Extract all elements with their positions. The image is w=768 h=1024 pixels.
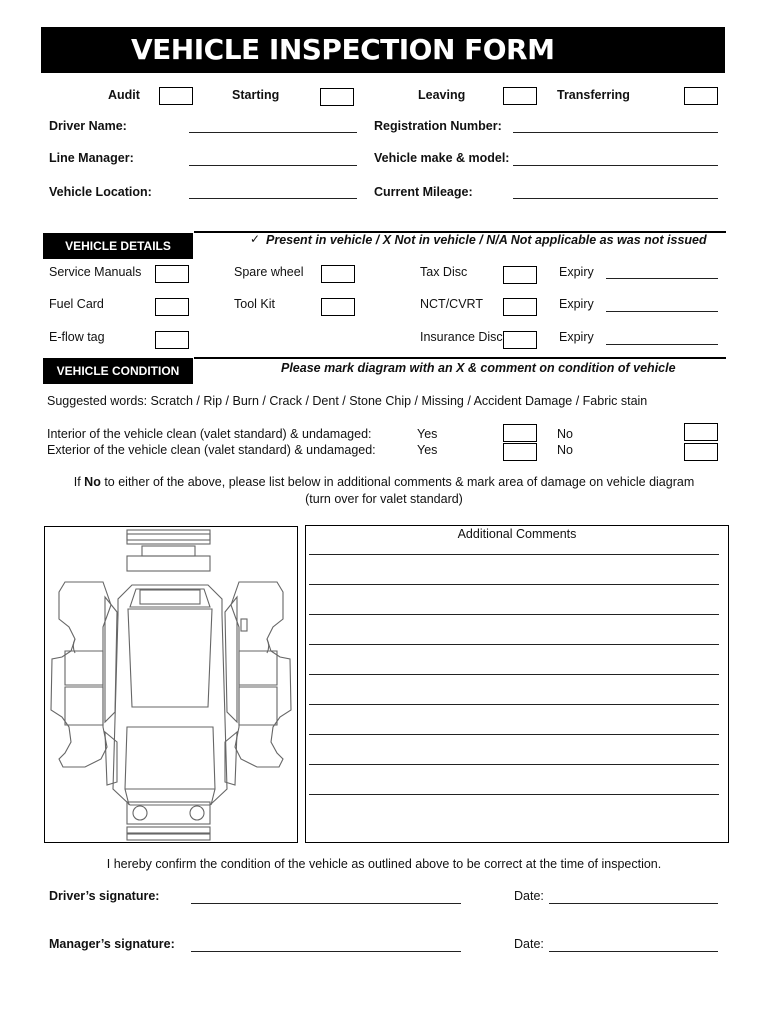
additional-comments-title: Additional Comments [457, 527, 577, 541]
tool-kit-checkbox[interactable] [321, 298, 355, 316]
starting-label: Starting [232, 88, 280, 102]
interior-clean-label: Interior of the vehicle clean (valet standard) & undamaged: [47, 427, 372, 441]
exterior-no-checkbox[interactable] [684, 443, 718, 461]
damage-note-line2: (turn over for valet standard) [305, 492, 463, 506]
tax-disc-checkbox[interactable] [503, 266, 537, 284]
exterior-clean-label: Exterior of the vehicle clean (valet standard) & undamaged: [47, 443, 376, 457]
vehicle-location-label: Vehicle Location: [49, 185, 152, 199]
comment-line[interactable] [309, 584, 719, 585]
e-flow-tag-label: E-flow tag [49, 330, 105, 344]
driver-date-label: Date: [514, 889, 544, 903]
exterior-yes-checkbox[interactable] [503, 443, 537, 461]
vehicle-location-field[interactable] [189, 198, 357, 199]
fuel-card-checkbox[interactable] [155, 298, 189, 316]
comment-line[interactable] [309, 554, 719, 555]
starting-checkbox[interactable] [320, 88, 354, 106]
insurance-disc-checkbox[interactable] [503, 331, 537, 349]
exterior-yes-label: Yes [417, 443, 438, 457]
tax-disc-expiry-label: Expiry [559, 265, 594, 279]
confirmation-text: I hereby confirm the condition of the vehicle as outlined above to be correct at the time of inspection. [106, 857, 662, 871]
driver-name-field[interactable] [189, 132, 357, 133]
comment-line[interactable] [309, 794, 719, 795]
e-flow-tag-checkbox[interactable] [155, 331, 189, 349]
insurance-disc-expiry-field[interactable] [606, 344, 718, 345]
transferring-checkbox[interactable] [684, 87, 718, 105]
vehicle-details-tab: VEHICLE DETAILS [43, 233, 193, 259]
registration-number-field[interactable] [513, 132, 718, 133]
suggested-words: Suggested words: Scratch / Rip / Burn / Crack / Dent / Stone Chip / Missing / Accident Damage / Fabric stain [47, 394, 648, 408]
vehicle-condition-tab: VEHICLE CONDITION [43, 358, 193, 384]
damage-note: If No to either of the above, please list below in additional comments & mark area of damage on vehicle diagram [73, 475, 695, 489]
service-manuals-checkbox[interactable] [155, 265, 189, 283]
comment-line[interactable] [309, 734, 719, 735]
insurance-disc-expiry-label: Expiry [559, 330, 594, 344]
vehicle-diagram-box[interactable] [44, 526, 298, 843]
condition-instruction: Please mark diagram with an X & comment on condition of vehicle [281, 361, 676, 375]
details-legend: Present in vehicle / X Not in vehicle / N/A Not applicable as was not issued [266, 233, 707, 247]
comment-line[interactable] [309, 644, 719, 645]
manager-date-field[interactable] [549, 951, 718, 952]
tool-kit-label: Tool Kit [234, 297, 275, 311]
interior-no-checkbox[interactable] [684, 423, 718, 441]
registration-number-label: Registration Number: [374, 119, 502, 133]
leaving-label: Leaving [418, 88, 466, 102]
comment-line[interactable] [309, 614, 719, 615]
manager-date-label: Date: [514, 937, 544, 951]
driver-signature-field[interactable] [191, 903, 461, 904]
check-mark-icon: ✓ [250, 232, 261, 246]
audit-label: Audit [108, 88, 140, 102]
vehicle-make-model-label: Vehicle make & model: [374, 151, 510, 165]
current-mileage-label: Current Mileage: [374, 185, 473, 199]
comment-line[interactable] [309, 704, 719, 705]
form-title: VEHICLE INSPECTION FORM [131, 33, 555, 66]
condition-rule [194, 357, 726, 359]
leaving-checkbox[interactable] [503, 87, 537, 105]
service-manuals-label: Service Manuals [49, 265, 142, 279]
comment-line[interactable] [309, 764, 719, 765]
transferring-label: Transferring [557, 88, 630, 102]
tax-disc-expiry-field[interactable] [606, 278, 718, 279]
additional-comments-box[interactable] [305, 525, 729, 843]
driver-name-label: Driver Name: [49, 119, 127, 133]
tax-disc-label: Tax Disc [420, 265, 468, 279]
exterior-no-label: No [557, 443, 573, 457]
manager-signature-label: Manager’s signature: [49, 937, 175, 951]
nct-cvrt-expiry-label: Expiry [559, 297, 594, 311]
vehicle-make-model-field[interactable] [513, 165, 718, 166]
interior-no-label: No [557, 427, 573, 441]
spare-wheel-checkbox[interactable] [321, 265, 355, 283]
audit-checkbox[interactable] [159, 87, 193, 105]
interior-yes-label: Yes [417, 427, 438, 441]
driver-signature-label: Driver’s signature: [49, 889, 160, 903]
interior-yes-checkbox[interactable] [503, 424, 537, 442]
current-mileage-field[interactable] [513, 198, 718, 199]
comment-line[interactable] [309, 674, 719, 675]
spare-wheel-label: Spare wheel [234, 265, 304, 279]
nct-cvrt-checkbox[interactable] [503, 298, 537, 316]
manager-signature-field[interactable] [191, 951, 461, 952]
line-manager-label: Line Manager: [49, 151, 134, 165]
driver-date-field[interactable] [549, 903, 718, 904]
line-manager-field[interactable] [189, 165, 357, 166]
nct-cvrt-label: NCT/CVRT [420, 297, 483, 311]
insurance-disc-label: Insurance Disc [420, 330, 503, 344]
fuel-card-label: Fuel Card [49, 297, 104, 311]
vehicle-diagram[interactable] [45, 527, 297, 842]
nct-cvrt-expiry-field[interactable] [606, 311, 718, 312]
